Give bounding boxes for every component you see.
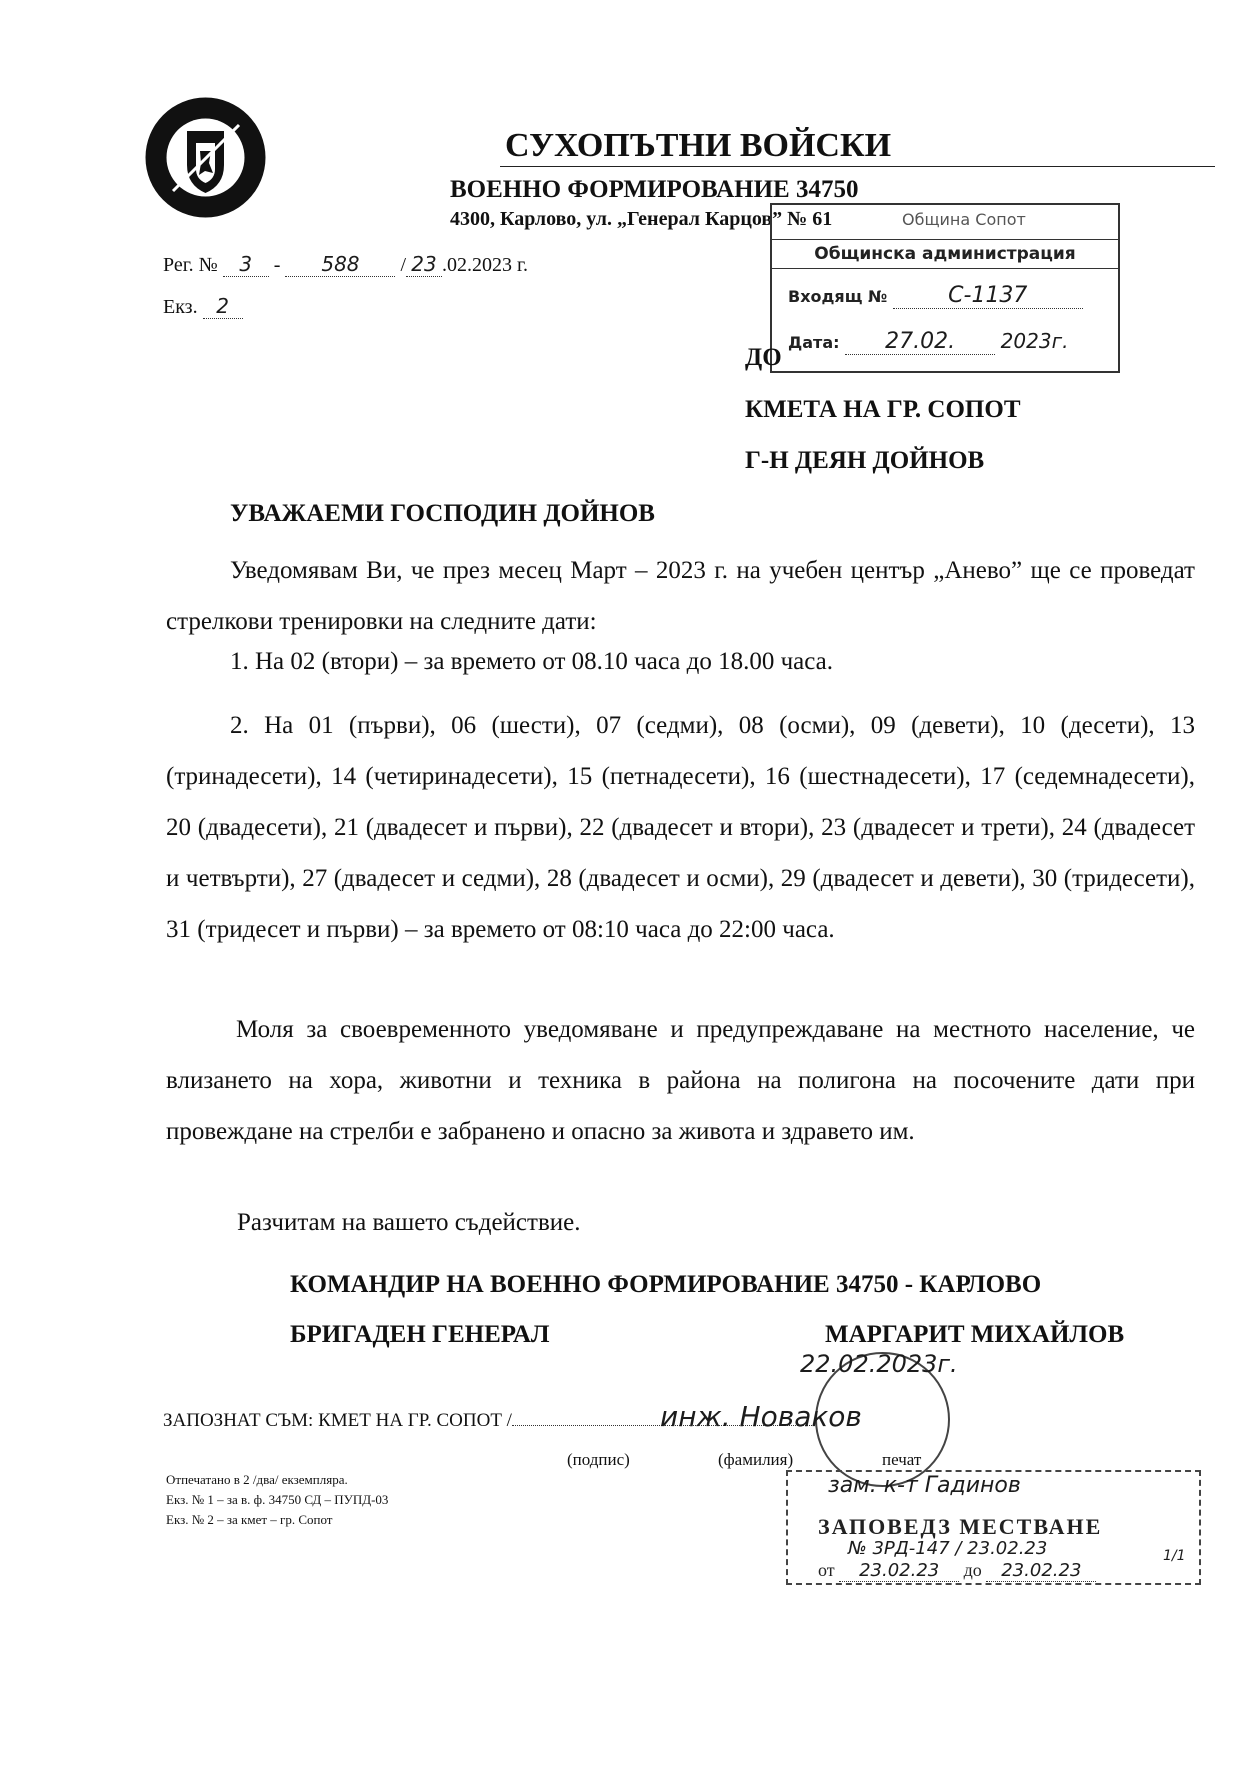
date-label: Дата: xyxy=(788,333,840,352)
intake-stamp xyxy=(770,203,1120,373)
order-from-label: от xyxy=(818,1560,835,1580)
stamp-admin: Общинска администрация xyxy=(772,239,1118,269)
caption-signature: (подпис) xyxy=(567,1450,630,1469)
order-stamp xyxy=(786,1470,1201,1585)
registration-day: 23 xyxy=(406,252,442,277)
stamp-municipality: Община Сопот xyxy=(902,210,1026,229)
body-item-2: 2. На 01 (първи), 06 (шести), 07 (седми), 08 (осми), 09 (девети), 10 (десети), 13 (тринадесети), 14 (четиринадесети), 15 (петнадесети), 16 (шестнадесети), 17 (седемнадесети), 20 (двадесети), 21 (двадесет и първи), 22 (двадесет и втори), 23 (двадесет и трети), 24 (двадесет и четвърти), 27 (двадесет и седми), 28 (двадесет и осми), 29 (двадесет и девети), 30 (тридесети), 31 (тридесет и първи) – за времето от 08:10 часа до 22:00 часа. xyxy=(166,712,1195,943)
registration-value: 588 xyxy=(285,252,395,277)
incoming-label: Входящ № xyxy=(788,287,888,306)
copy-number xyxy=(163,294,243,319)
print-note: Отпечатано в 2 /два/ екземпляра. xyxy=(166,1472,348,1487)
body-closing: Разчитам на вашето съдействие. xyxy=(237,1209,581,1236)
caption-name: (фамилия) xyxy=(718,1450,794,1469)
recipient-name: Г-Н ДЕЯН ДОЙНОВ xyxy=(745,447,985,474)
signatory-title: КОМАНДИР НА ВОЕННО ФОРМИРОВАНИЕ 34750 - КАРЛОВО xyxy=(290,1271,1042,1298)
unit-name: СУХОПЪТНИ ВОЙСКИ xyxy=(505,127,892,164)
body-paragraph-intro: Уведомявам Ви, че през месец Март – 2023 г. на учебен център „Анево” ще се проведат стрелкови тренировки на следните дати: xyxy=(166,557,1195,635)
date-value: 27.02. xyxy=(845,329,995,355)
order-to-label: до xyxy=(963,1560,982,1580)
order-title: ЗАПОВЕДЗ МЕСТВАНЕ xyxy=(818,1514,1103,1539)
body-item-1: 1. На 02 (втори) – за времето от 08.10 часа до 18.00 часа. xyxy=(230,648,833,675)
recipient-to: ДО xyxy=(745,344,782,371)
stamp-incoming xyxy=(788,283,1083,309)
order-to-date: 23.02.23 xyxy=(986,1560,1096,1582)
formation-name: ВОЕННО ФОРМИРОВАНИЕ 34750 xyxy=(450,176,859,203)
acknowledgement-label: ЗАПОЗНАТ СЪМ: КМЕТ НА ГР. СОПОТ / xyxy=(163,1410,512,1431)
copy-distribution-1: Екз. № 1 – за в. ф. 34750 СД – ПУПД-03 xyxy=(166,1492,389,1507)
order-number: № 3РД-147 / 23.02.23 xyxy=(848,1538,1048,1559)
copy-value: 2 xyxy=(203,294,243,319)
signatory-name: МАРГАРИТ МИХАЙЛОВ xyxy=(825,1321,1125,1348)
salutation: УВАЖАЕМИ ГОСПОДИН ДОЙНОВ xyxy=(230,500,655,527)
order-dates xyxy=(818,1560,1096,1582)
signatory-rank: БРИГАДЕН ГЕНЕРАЛ xyxy=(290,1321,550,1348)
order-from-date: 23.02.23 xyxy=(839,1560,959,1582)
registration-suffix: .02.2023 г. xyxy=(442,254,528,276)
registration-number: Рег. № 3 - 588 / 23 .02.2023 г. xyxy=(163,252,528,276)
recipient-mayor: КМЕТА НА ГР. СОПОТ xyxy=(745,396,1021,423)
seal-date: 22.02.2023г. xyxy=(800,1350,958,1378)
formation-address: 4300, Карлово, ул. „Генерал Карцов” № 61 xyxy=(450,208,833,230)
body-paragraph-request: Моля за своевременното уведомяване и предупреждаване на местното население, че влизането на хора, животни и техника в района на полигона на посочените дати при провеждане на стрелби е забранено и опасно за живота и здравето им. xyxy=(166,1016,1195,1145)
stamp-date xyxy=(788,329,1068,355)
coat-of-arms-logo xyxy=(143,95,268,220)
order-pages: 1/1 xyxy=(1163,1548,1186,1564)
copy-distribution-2: Екз. № 2 – за кмет – гр. Сопот xyxy=(166,1512,333,1527)
incoming-value: С-1137 xyxy=(893,283,1083,309)
registration-label: Рег. № xyxy=(163,254,218,276)
order-handwriting: зам. к-т Гадинов xyxy=(828,1473,1021,1498)
acknowledgement-handwriting: инж. Новаков xyxy=(660,1400,862,1433)
copy-label: Екз. xyxy=(163,296,198,318)
header-divider xyxy=(500,166,1215,167)
caption-stamp: печат xyxy=(882,1450,922,1469)
year-value: 2023г. xyxy=(1000,329,1069,353)
registration-prefix: 3 xyxy=(223,252,269,277)
